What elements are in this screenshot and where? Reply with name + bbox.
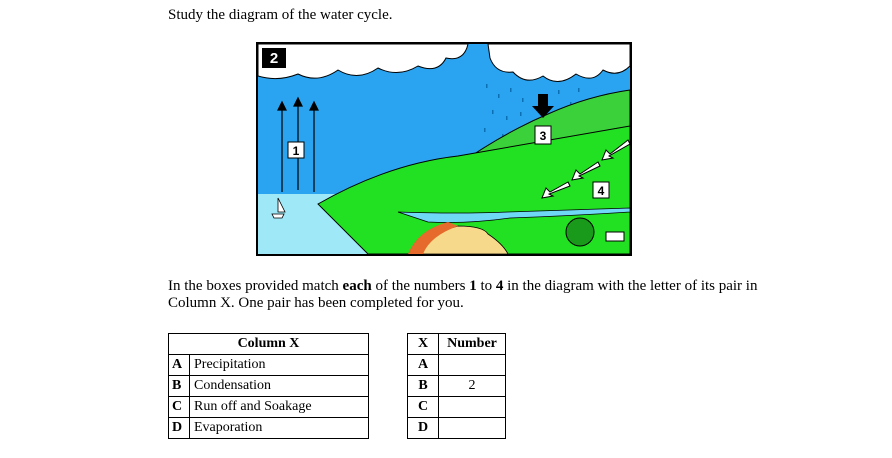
label-box-4	[593, 182, 609, 198]
row-letter: C	[169, 397, 190, 418]
svg-text:4: 4	[597, 184, 605, 198]
answer-header-x: X	[408, 334, 439, 355]
answer-letter: B	[408, 376, 439, 397]
row-letter: D	[169, 418, 190, 439]
tree	[566, 218, 594, 246]
answer-number-field[interactable]: 2	[439, 376, 506, 397]
table-row	[408, 355, 506, 376]
answer-header-row	[408, 334, 506, 355]
column-x-header-row	[169, 334, 369, 355]
svg-text:2: 2	[269, 50, 279, 67]
table-row	[169, 355, 369, 376]
instructions: In the boxes provided match each of the numbers 1 to 4 in the diagram with the letter of its pair in Column X. One pair has been completed for you.	[168, 278, 758, 311]
row-letter: B	[169, 376, 190, 397]
table-row	[169, 376, 369, 397]
table-row	[169, 418, 369, 439]
water-cycle-diagram	[256, 42, 632, 256]
water-cycle-illustration	[258, 44, 630, 254]
answer-letter: C	[408, 397, 439, 418]
answer-letter: A	[408, 355, 439, 376]
answer-header-number: Number	[439, 334, 506, 355]
row-text: Condensation	[190, 376, 369, 397]
house	[606, 232, 624, 241]
row-letter: A	[169, 355, 190, 376]
answer-number-field[interactable]	[439, 355, 506, 376]
row-text: Run off and Soakage	[190, 397, 369, 418]
label-box-2	[262, 48, 286, 68]
table-row	[408, 376, 506, 397]
row-text: Evaporation	[190, 418, 369, 439]
label-box-1	[288, 142, 304, 158]
column-x-header: Column X	[169, 334, 369, 355]
answer-number-field[interactable]	[439, 397, 506, 418]
answer-letter: D	[408, 418, 439, 439]
svg-text:1: 1	[292, 144, 300, 158]
svg-text:3: 3	[539, 129, 547, 143]
row-text: Precipitation	[190, 355, 369, 376]
answer-number-field[interactable]	[439, 418, 506, 439]
answer-table	[407, 333, 506, 439]
label-box-3	[535, 126, 551, 144]
table-row	[408, 418, 506, 439]
column-x-table	[168, 333, 369, 439]
intro-text: Study the diagram of the water cycle.	[168, 7, 393, 23]
table-row	[169, 397, 369, 418]
table-row	[408, 397, 506, 418]
